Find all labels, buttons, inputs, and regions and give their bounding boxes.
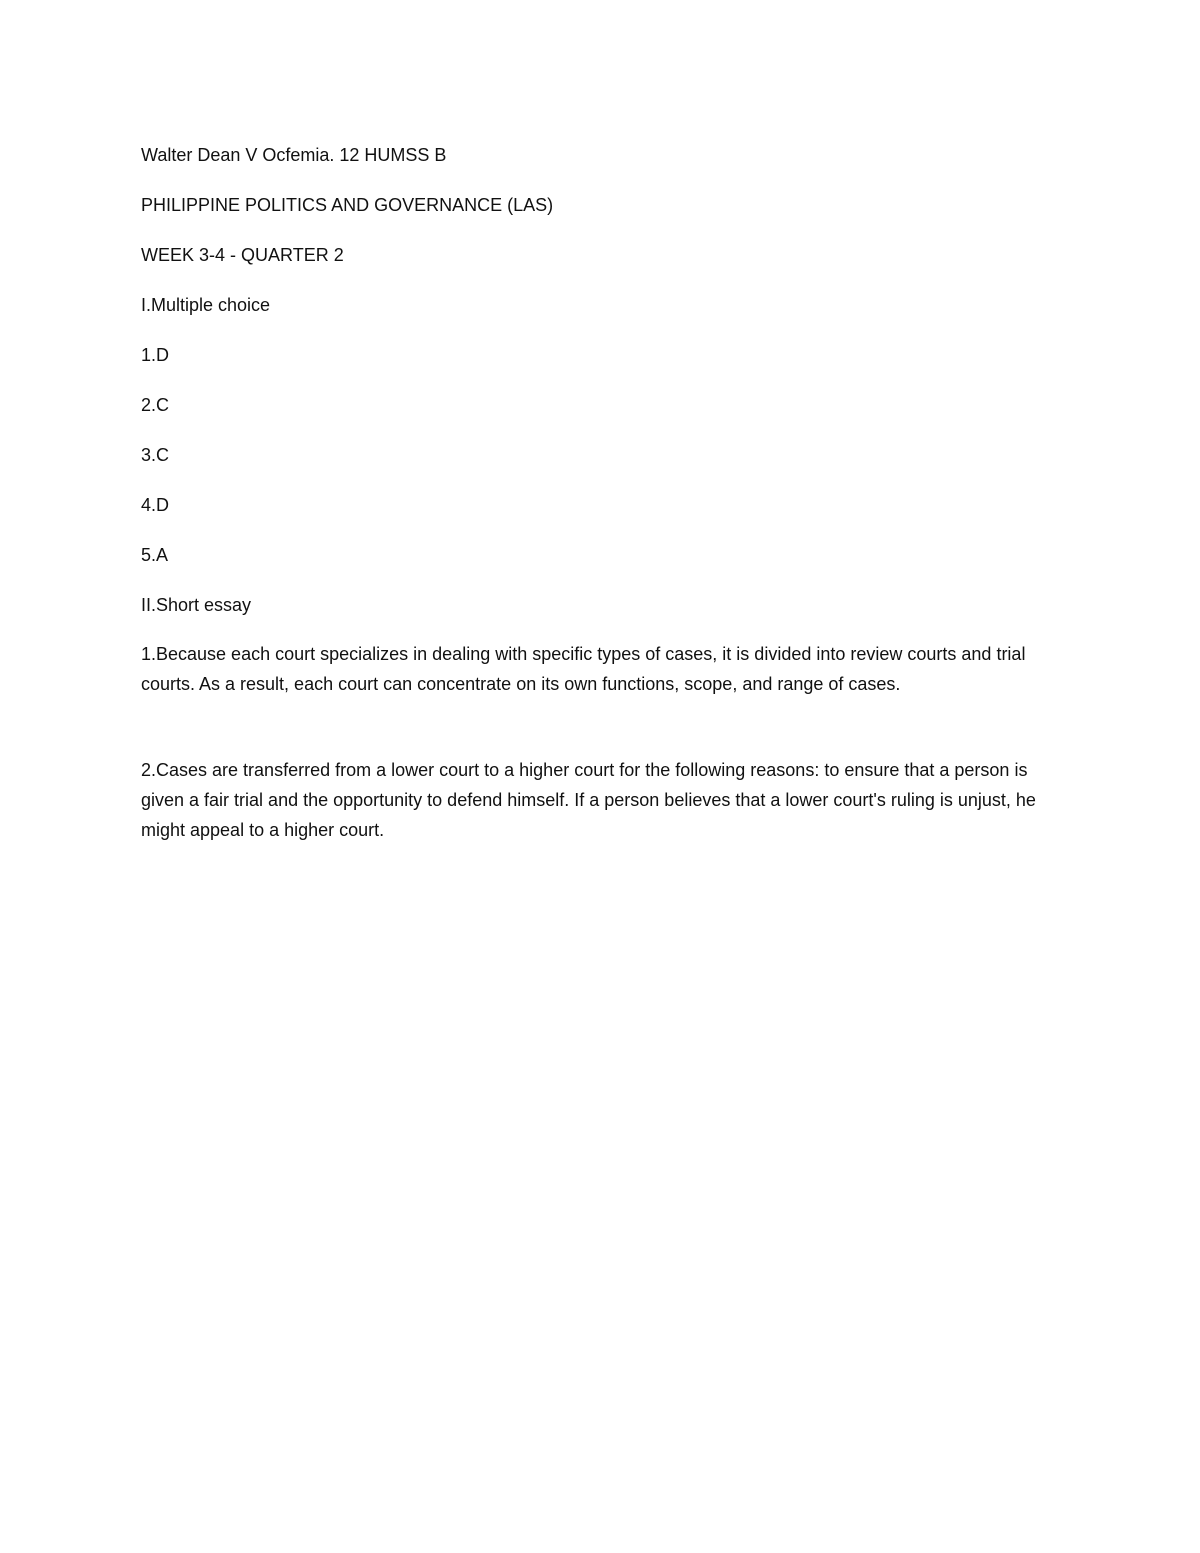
section-multiple-choice-title: I.Multiple choice	[141, 295, 271, 315]
subject-title: PHILIPPINE POLITICS AND GOVERNANCE (LAS)	[141, 195, 554, 215]
answer-item: 1.D	[141, 345, 170, 365]
answer-item: 3.C	[141, 445, 170, 465]
document-body	[141, 143, 1071, 845]
answer-item: 5.A	[141, 545, 169, 565]
answer-item: 2.C	[141, 395, 170, 415]
essay-answer-2: 2.Cases are transferred from a lower court to a higher court for the following reasons: to ensure that a person is given a fair trial and the opportunity to defend himself. If a person believes that a lower court's ruling is unjust, he might appeal to a higher court.	[141, 760, 1036, 840]
essay-answer-1: 1.Because each court specializes in dealing with specific types of cases, it is divided into review courts and trial courts. As a result, each court can concentrate on its own functions, scope, and range of cases.	[141, 644, 1026, 694]
week-quarter-line: WEEK 3-4 - QUARTER 2	[141, 245, 344, 265]
section-short-essay-title: II.Short essay	[141, 595, 252, 615]
answer-item: 4.D	[141, 495, 170, 515]
student-name-line: Walter Dean V Ocfemia. 12 HUMSS B	[141, 145, 447, 165]
